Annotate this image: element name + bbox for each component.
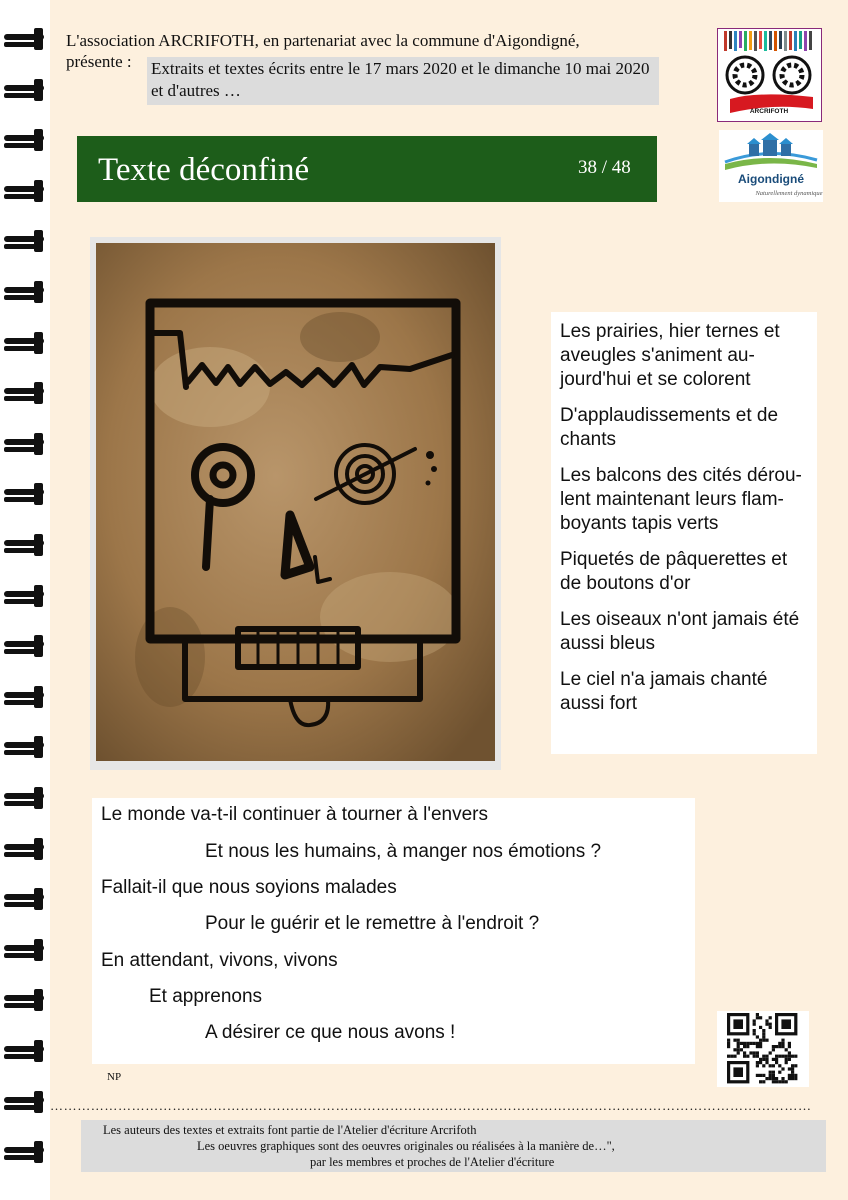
arcrifoth-logo-text: ARCRIFOTH — [749, 108, 789, 115]
poem-stanza: Les prairies, hier ternes et aveugles s'animent au-jourd'hui et se colorent — [560, 321, 780, 390]
poem-line: Et apprenons — [149, 986, 263, 1007]
qr-code-icon[interactable] — [717, 1011, 809, 1087]
poem-line: Le monde va-t-il continuer à tourner à l'envers — [101, 804, 488, 825]
aigondigne-name: Aigondigné — [738, 172, 804, 186]
spiral-ring-icon — [4, 585, 44, 607]
page-title: Texte déconfiné — [98, 152, 310, 188]
spiral-ring-icon — [4, 382, 44, 404]
spiral-ring-icon — [4, 534, 44, 556]
aigondigne-logo — [719, 130, 823, 202]
arcrifoth-logo — [717, 28, 822, 122]
poem-stanza: Les oiseaux n'ont jamais été aussi bleus — [560, 609, 800, 654]
poem-line: En attendant, vivons, vivons — [101, 950, 338, 971]
footer-line: Les oeuvres graphiques sont des oeuvres originales ou réalisées à la manière de…", — [197, 1139, 615, 1153]
spiral-ring-icon — [4, 332, 44, 354]
poem-line: Et nous les humains, à manger nos émotions ? — [205, 841, 602, 862]
poem-line: A désirer ce que nous avons ! — [205, 1022, 456, 1043]
spiral-ring-icon — [4, 736, 44, 758]
pencils-icon — [724, 31, 812, 51]
spiral-ring-icon — [4, 180, 44, 202]
spiral-ring-icon — [4, 1141, 44, 1163]
author-signature: NP — [107, 1071, 122, 1083]
poem-right — [551, 312, 817, 754]
spiral-ring-icon — [4, 1040, 44, 1062]
intro-text: L'association ARCRIFOTH, en partenariat avec la commune d'Aigondigné, — [66, 31, 580, 50]
spiral-ring-icon — [4, 230, 44, 252]
subtitle-box: Extraits et textes écrits entre le 17 mars 2020 et le dimanche 10 mai 2020 et d'autres … — [147, 57, 659, 105]
footer-line: Les auteurs des textes et extraits font partie de l'Atelier d'écriture Arcrifoth — [103, 1123, 477, 1137]
spiral-ring-icon — [4, 433, 44, 455]
camera-lens-icon — [727, 57, 810, 93]
footer — [81, 1120, 826, 1172]
aigondigne-tagline: Naturellement dynamique — [755, 190, 823, 197]
spiral-ring-icon — [4, 939, 44, 961]
spiral-ring-icon — [4, 838, 44, 860]
spiral-ring-icon — [4, 129, 44, 151]
spiral-ring-icon — [4, 281, 44, 303]
spiral-binding — [0, 0, 50, 1200]
spiral-ring-icon — [4, 483, 44, 505]
title-bar — [77, 136, 657, 202]
spiral-ring-icon — [4, 787, 44, 809]
skull-artwork — [90, 237, 501, 770]
presente-label: présente : — [66, 52, 132, 71]
divider: …………………………………………………………………………………………………………………………………………………… — [50, 1100, 812, 1112]
spiral-ring-icon — [4, 888, 44, 910]
page-indicator: 38 / 48 — [578, 157, 631, 178]
spiral-ring-icon — [4, 79, 44, 101]
spiral-ring-icon — [4, 686, 44, 708]
spiral-ring-icon — [4, 1091, 44, 1113]
poem-stanza: Piquetés de pâquerettes et de boutons d'or — [560, 549, 788, 594]
spiral-ring-icon — [4, 635, 44, 657]
poem-line: Fallait-il que nous soyions malades — [101, 877, 397, 898]
poem-bottom — [92, 798, 695, 1064]
poem-stanza: Le ciel n'a jamais chanté aussi fort — [560, 669, 768, 714]
poem-line: Pour le guérir et le remettre à l'endroit ? — [205, 913, 540, 934]
spiral-ring-icon — [4, 28, 44, 50]
footer-line: par les membres et proches de l'Atelier d'écriture — [310, 1155, 555, 1169]
spiral-ring-icon — [4, 989, 44, 1011]
poem-stanza: Les balcons des cités dérou-lent maintenant leurs flam-boyants tapis verts — [560, 465, 802, 534]
poem-stanza: D'applaudissements et de chants — [560, 405, 779, 450]
